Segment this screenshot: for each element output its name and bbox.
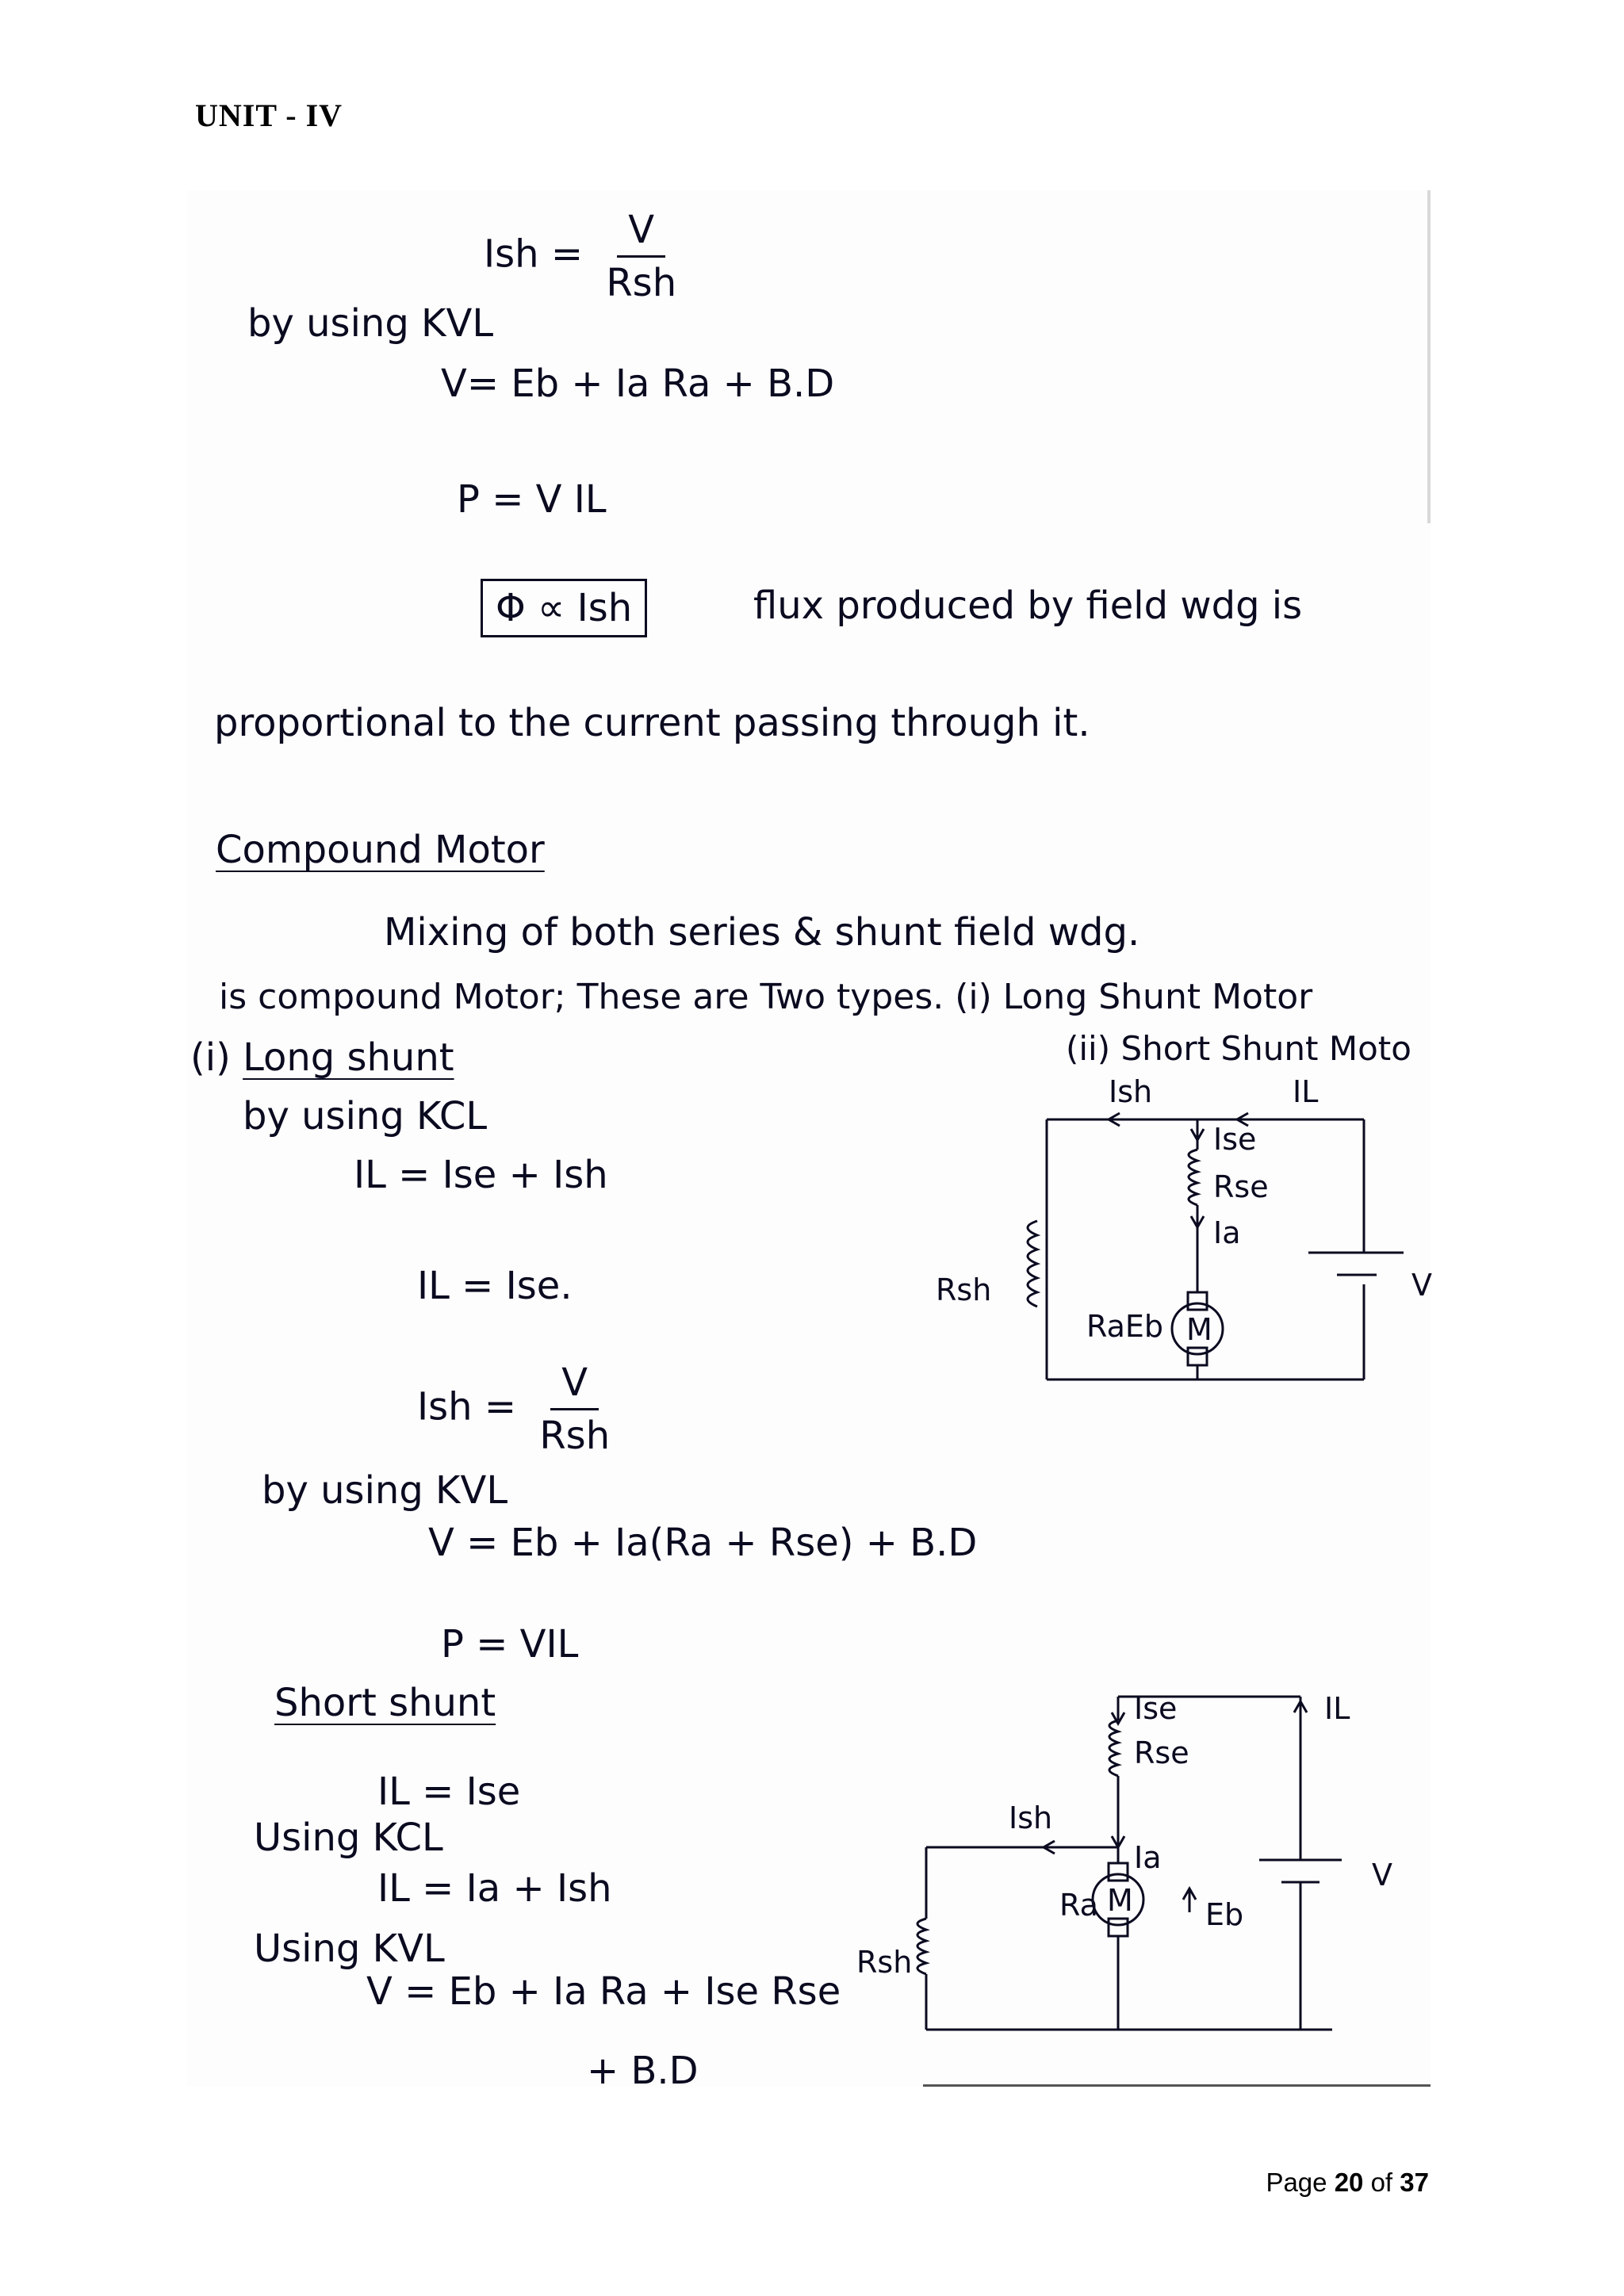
ia-label: Ia	[1134, 1840, 1162, 1875]
short-kvl-eq-cont: + B.D	[587, 2049, 699, 2093]
motor-brush-bottom	[1188, 1348, 1207, 1365]
compound-intro-1: Mixing of both series & shunt field wdg.	[384, 910, 1140, 955]
short-shunt-heading: Short shunt	[274, 1681, 496, 1725]
motor-brush-top	[1188, 1292, 1207, 1310]
long-kcl-intro: by using KCL	[243, 1094, 488, 1138]
page-footer: Page 20 of 37	[1266, 2168, 1429, 2197]
compound-intro-2: is compound Motor; These are Two types. (i) Long Shunt Motor	[219, 977, 1313, 1017]
flux-explanation-1: flux produced by field wdg is	[753, 584, 1303, 628]
shunt-field-coil	[917, 1919, 926, 1974]
short-eq1: IL = Ise	[377, 1770, 521, 1814]
motor-label: M	[1107, 1883, 1133, 1918]
compound-intro-3: (ii) Short Shunt Moto	[1066, 1029, 1411, 1068]
long-kvl-intro: by using KVL	[262, 1468, 508, 1513]
compound-motor-heading: Compound Motor	[216, 828, 545, 872]
short-shunt-circuit-diagram	[856, 1681, 1427, 2077]
rsh-label: Rsh	[936, 1272, 992, 1307]
long-ish-formula: Ish = $\frac{V}{\text{Rsh}}$	[417, 1360, 611, 1458]
rse-label: Rse	[1213, 1169, 1269, 1204]
long-shunt-heading: (i) Long shunt	[190, 1035, 454, 1080]
motor-brush-top	[1109, 1863, 1128, 1881]
rsh-label: Rsh	[856, 1945, 913, 1980]
ise-label: Ise	[1134, 1691, 1178, 1726]
long-kcl-eq1: IL = Ise + Ish	[354, 1153, 608, 1197]
il-label: IL	[1293, 1074, 1319, 1109]
v-label: V	[1411, 1268, 1432, 1303]
short-kcl-intro: Using KCL	[254, 1816, 443, 1860]
power-equation: P = V IL	[457, 477, 607, 522]
ia-label: Ia	[1213, 1215, 1241, 1250]
series-field-coil	[1189, 1150, 1197, 1205]
rse-label: Rse	[1134, 1735, 1189, 1770]
kvl-equation: V= Eb + Ia Ra + B.D	[441, 362, 835, 406]
il-label: IL	[1324, 1691, 1350, 1726]
long-power-eq: P = VIL	[441, 1622, 579, 1667]
short-kcl-eq: IL = Ia + Ish	[377, 1866, 612, 1911]
shunt-field-coil	[1028, 1221, 1037, 1307]
ish-formula: Ish = $\frac{V}{\text{Rsh}}$	[484, 208, 677, 305]
long-kcl-eq2: IL = Ise.	[417, 1264, 573, 1308]
eb-label: Eb	[1205, 1897, 1244, 1932]
ra-eb-label: RaEb	[1086, 1309, 1163, 1344]
motor-brush-bottom	[1109, 1919, 1128, 1936]
flux-relation-box: Φ ∝ Ish	[481, 579, 647, 637]
ise-label: Ise	[1213, 1122, 1257, 1157]
scan-edge-shadow	[1427, 190, 1431, 523]
short-kvl-eq: V = Eb + Ia Ra + Ise Rse	[366, 1969, 841, 2014]
ish-label: Ish	[1109, 1074, 1153, 1109]
motor-label: M	[1186, 1312, 1212, 1347]
flux-explanation-2: proportional to the current passing through it.	[214, 701, 1090, 745]
v-label: V	[1372, 1858, 1392, 1892]
ish-label: Ish	[1009, 1800, 1053, 1835]
long-kvl-eq: V = Eb + Ia(Ra + Rse) + B.D	[428, 1521, 978, 1565]
kvl-intro: by using KVL	[247, 301, 494, 346]
long-shunt-circuit-diagram	[936, 1062, 1443, 1419]
series-field-coil	[1109, 1720, 1118, 1776]
eb-arrow	[1183, 1888, 1196, 1912]
short-kvl-intro: Using KVL	[254, 1927, 445, 1971]
ra-label: Ra	[1059, 1888, 1098, 1923]
unit-heading: UNIT - IV	[195, 98, 343, 133]
scan-bottom-edge	[923, 2084, 1431, 2087]
